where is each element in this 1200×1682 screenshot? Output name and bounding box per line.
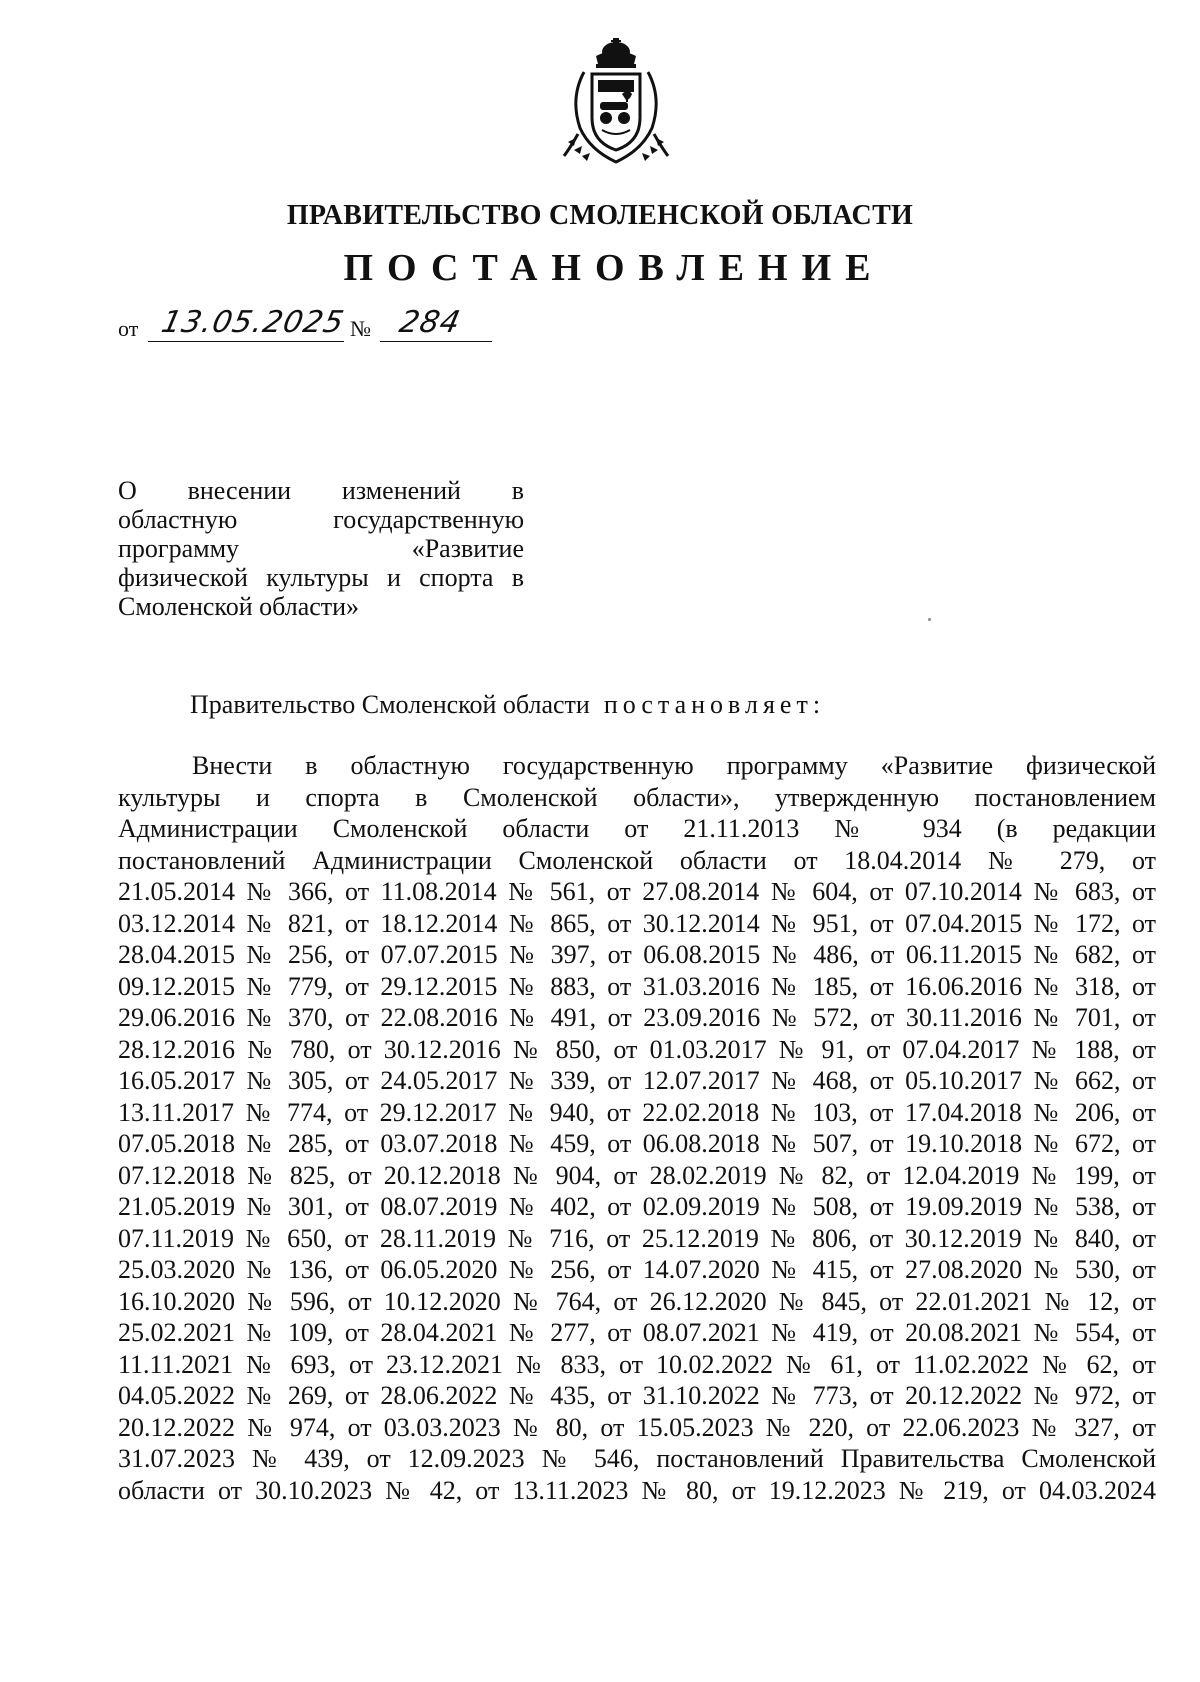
resolution-lead: Правительство Смоленской области [190,690,590,719]
body-line: 07.05.2018 № 285, от 03.07.2018 № 459, от 06.08.2018 № 507, от 19.10.2018 № 672, от [118,1129,1156,1158]
subject-line: Смоленской области» [118,592,360,621]
body-line: 28.12.2016 № 780, от 30.12.2016 № 850, от 01.03.2017 № 91, от 07.04.2017 № 188, от [118,1034,1156,1064]
body-line: 28.04.2015 № 256, от 07.07.2015 № 397, от 06.08.2015 № 486, от 06.11.2015 № 682, от [118,940,1156,969]
body-line: 21.05.2014 № 366, от 11.08.2014 № 561, от 27.08.2014 № 604, от 07.10.2014 № 683, от [118,877,1156,906]
body-line: области от 30.10.2023 № 42, от 13.11.2023 № 80, от 19.12.2023 № 219, от 04.03.2024 [118,1475,1156,1505]
body-line: 31.07.2023 № 439, от 12.09.2023 № 546, постановлений Правительства Смоленской [118,1444,1156,1473]
organization-name: ПРАВИТЕЛЬСТВО СМОЛЕНСКОЙ ОБЛАСТИ [286,200,914,231]
date-value: 13.05.2025 [158,305,348,340]
body-line: 07.11.2019 № 650, от 28.11.2019 № 716, от 25.12.2019 № 806, от 30.12.2019 № 840, от [118,1223,1156,1253]
subject-line: О внесении изменений в [118,476,524,505]
body-line: 25.03.2020 № 136, от 06.05.2020 № 256, от 14.07.2020 № 415, от 27.08.2020 № 530, от [118,1255,1156,1284]
body-line: 20.12.2022 № 974, от 03.03.2023 № 80, от 15.05.2023 № 220, от 22.06.2023 № 327, от [118,1412,1156,1442]
body-line: 21.05.2019 № 301, от 08.07.2019 № 402, от 02.09.2019 № 508, от 19.09.2019 № 538, от [118,1192,1156,1221]
body-line: 11.11.2021 № 693, от 23.12.2021 № 833, от 10.02.2022 № 61, от 11.02.2022 № 62, от [118,1349,1156,1379]
subject-line: областную государственную [118,505,524,534]
body-line: 16.10.2020 № 596, от 10.12.2020 № 764, от 26.12.2020 № 845, от 22.01.2021 № 12, от [118,1286,1156,1316]
body-line: Администрации Смоленской области от 21.11.2013 № 934 (в редакции [118,814,1156,843]
body-line: Внести в областную государственную программу «Развитие физической [192,751,1156,780]
body-line: 29.06.2016 № 370, от 22.08.2016 № 491, от 23.09.2016 № 572, от 30.11.2016 № 701, от [118,1003,1156,1032]
subject-line: физической культуры и спорта в [118,563,524,592]
document-subject [118,476,524,621]
smolensk-coat-of-arms-icon [560,38,672,168]
date-number-line [118,300,538,350]
body-line: 13.11.2017 № 774, от 29.12.2017 № 940, от 22.02.2018 № 103, от 17.04.2018 № 206, от [118,1097,1156,1127]
body-line: культуры и спорта в Смоленской области», утвержденную постановлением [118,782,1156,812]
resolution-clause [190,690,825,720]
number-prefix: № [350,316,371,341]
number-value: 284 [396,305,464,340]
body-line: 09.12.2015 № 779, от 29.12.2015 № 883, от 31.03.2016 № 185, от 16.06.2016 № 318, от [118,971,1156,1001]
document-type-title: ПОСТАНОВЛЕНИЕ [343,247,885,289]
resolution-verb: постановляет: [603,690,826,719]
body-line: 03.12.2014 № 821, от 18.12.2014 № 865, от 30.12.2014 № 951, от 07.04.2015 № 172, от [118,908,1156,938]
body-line: 04.05.2022 № 269, от 28.06.2022 № 435, от 31.10.2022 № 773, от 20.12.2022 № 972, от [118,1381,1156,1410]
body-line: 25.02.2021 № 109, от 28.04.2021 № 277, от 08.07.2021 № 419, от 20.08.2021 № 554, от [118,1318,1156,1347]
date-prefix: от [118,316,139,341]
date-underline [148,341,344,342]
number-underline [380,341,492,342]
body-line: 16.05.2017 № 305, от 24.05.2017 № 339, от 12.07.2017 № 468, от 05.10.2017 № 662, от [118,1066,1156,1095]
body-line: 07.12.2018 № 825, от 20.12.2018 № 904, от 28.02.2019 № 82, от 12.04.2019 № 199, от [118,1160,1156,1190]
subject-line: программу «Развитие [118,534,524,563]
body-line: постановлений Администрации Смоленской области от 18.04.2014 № 279, от [118,845,1156,875]
body-paragraph [118,750,1156,1506]
scan-speck [928,618,931,621]
